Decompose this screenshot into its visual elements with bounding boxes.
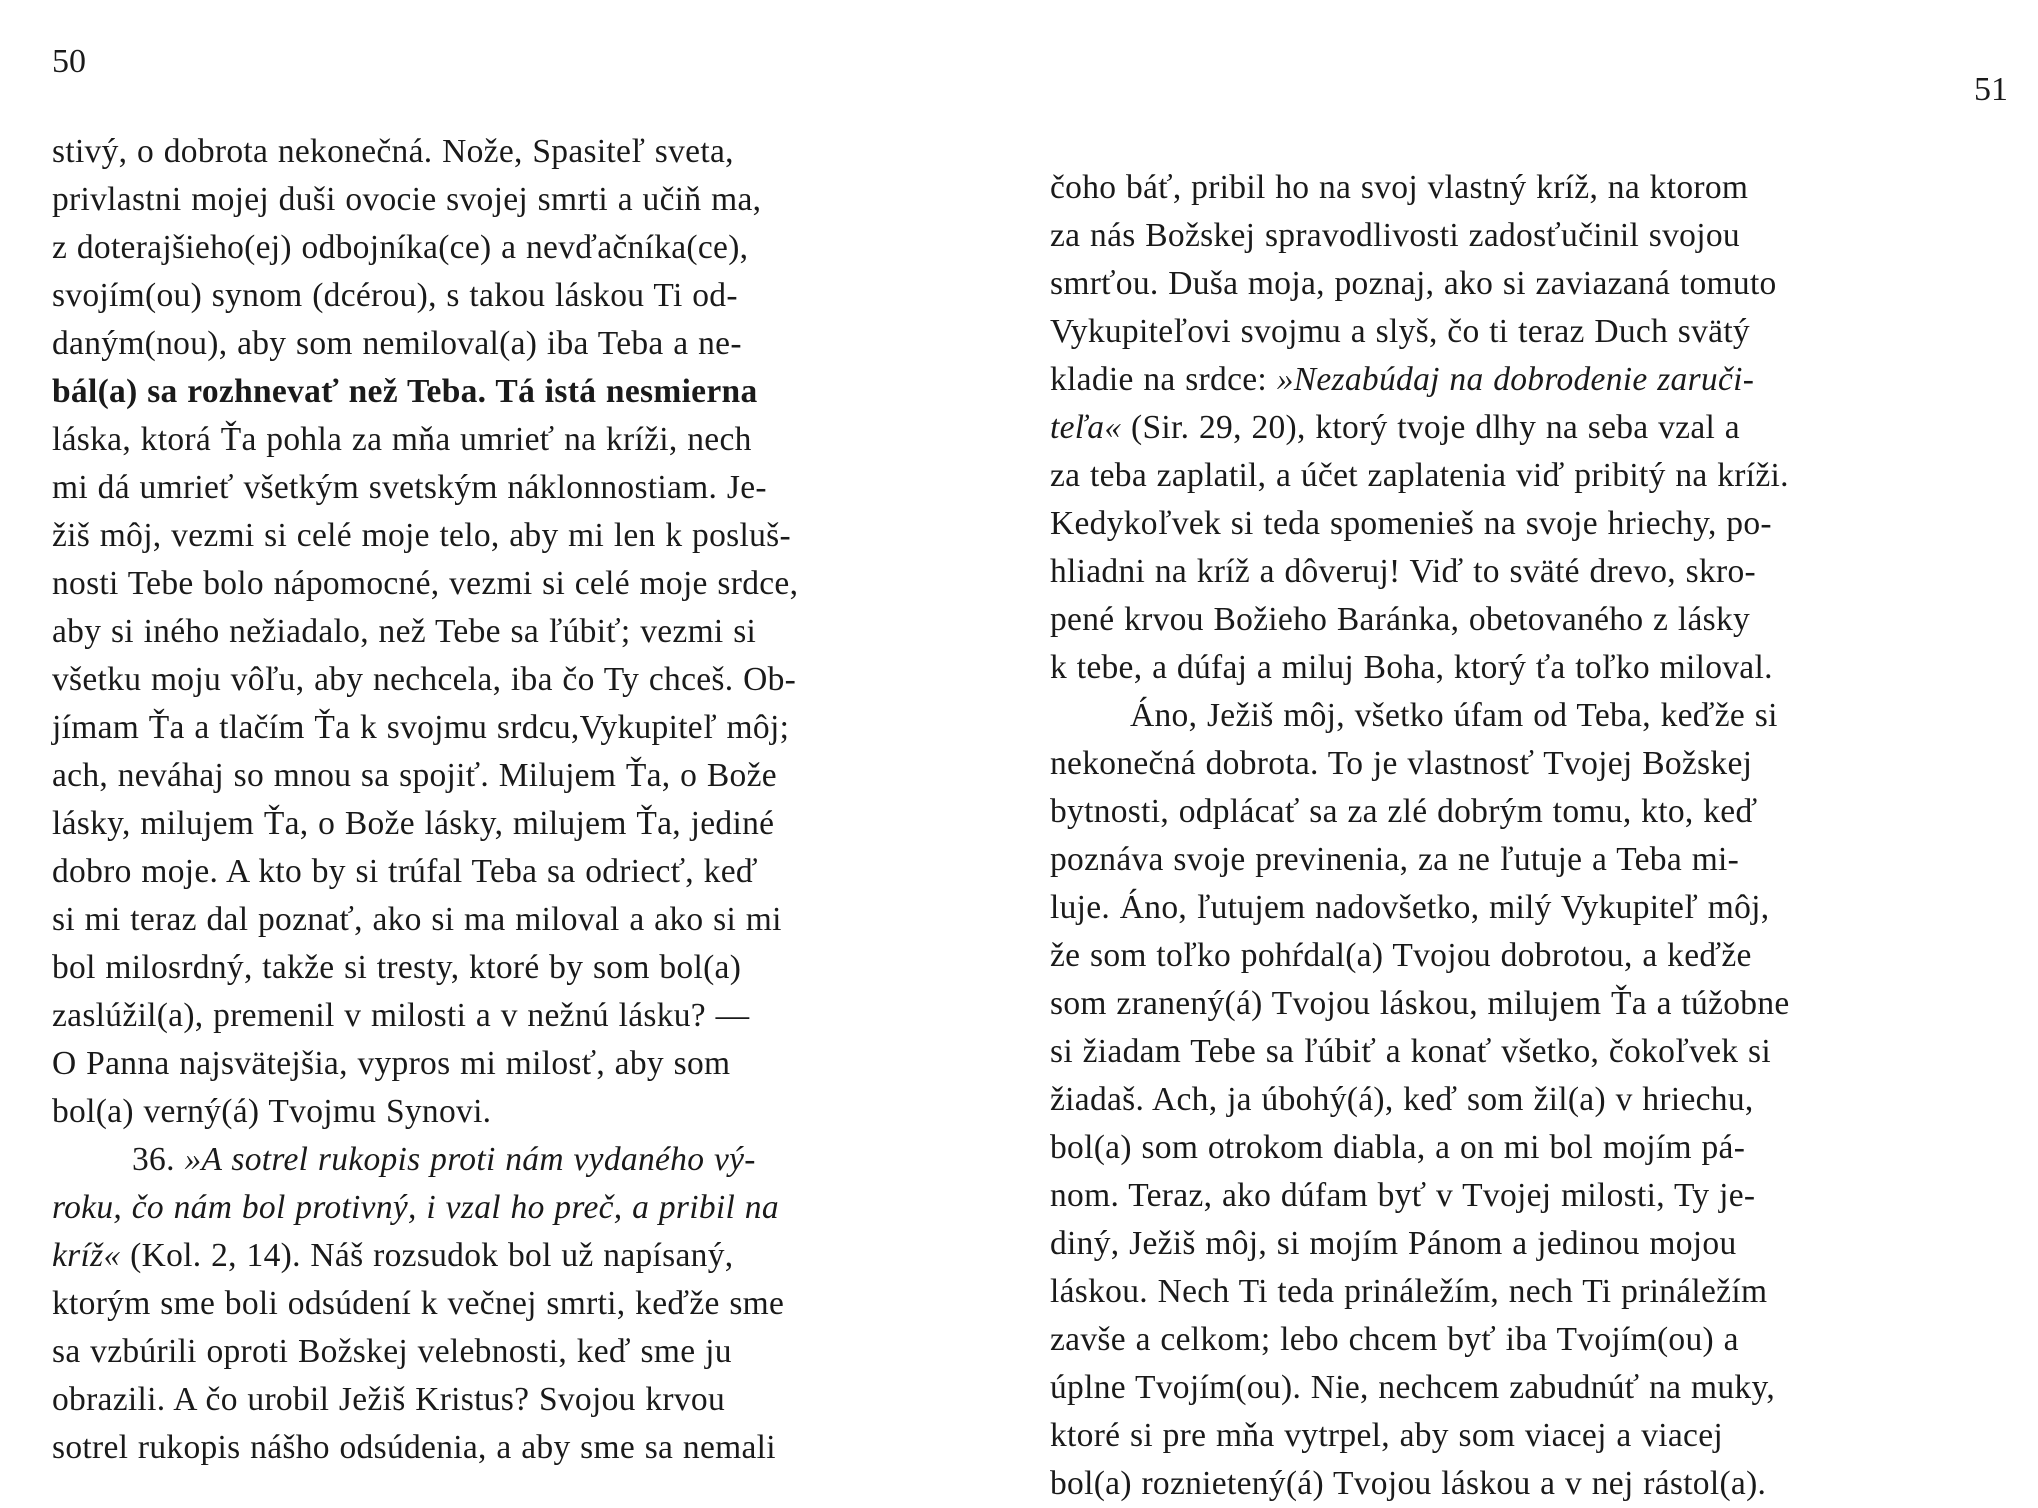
text-line: nom. Teraz, ako dúfam byť v Tvojej milosti, Ty je-: [1050, 1177, 1756, 1214]
text-line: nosti Tebe bolo nápomocné, vezmi si celé moje srdce,: [52, 565, 799, 602]
text-line: diný, Ježiš môj, si mojím Pánom a jedinou mojou: [1050, 1225, 1737, 1262]
text-line: všetku moju vôľu, aby nechcela, iba čo Ty chceš. Ob-: [52, 661, 797, 698]
text-line: láska, ktorá Ťa pohla za mňa umrieť na kríži, nech: [52, 421, 752, 458]
text-line: O Panna najsvätejšia, vypros mi milosť, aby som: [52, 1045, 731, 1082]
text-line: ach, neváhaj so mnou sa spojiť. Milujem Ťa, o Bože: [52, 757, 777, 794]
text-span: kladie na srdce:: [1050, 361, 1277, 398]
paragraph-number: 36.: [132, 1141, 175, 1178]
text-line: k tebe, a dúfaj a miluj Boha, ktorý ťa toľko miloval.: [1050, 649, 1773, 686]
text-line: [1050, 356, 2015, 404]
text-line: bol(a) roznietený(á) Tvojou láskou a v nej rástol(a).: [1050, 1465, 1767, 1502]
scripture-quote: kríž«: [52, 1237, 121, 1274]
scripture-quote: teľa«: [1050, 409, 1122, 446]
text-line: bol(a) som otrokom diabla, a on mi bol mojím pá-: [1050, 1129, 1746, 1166]
text-line: [52, 1232, 1002, 1280]
text-line: si žiadam Tebe sa ľúbiť a konať všetko, čokoľvek si: [1050, 1033, 1771, 1070]
text-line: ktorým sme boli odsúdení k večnej smrti, keďže sme: [52, 1285, 785, 1322]
left-page-text: [52, 128, 1002, 1472]
text-line: čoho báť, pribil ho na svoj vlastný kríž, na ktorom: [1050, 169, 1749, 206]
text-line: hliadni na kríž a dôveruj! Viď to sväté drevo, skro-: [1050, 553, 1757, 590]
text-line: žiš môj, vezmi si celé moje telo, aby mi len k posluš-: [52, 517, 791, 554]
scripture-reference: (Sir. 29, 20), ktorý tvoje dlhy na seba vzal a: [1121, 409, 1740, 446]
scripture-quote: »A sotrel rukopis proti nám vydaného vý-: [184, 1141, 756, 1178]
scripture-reference: (Kol. 2, 14). Náš rozsudok bol už napísaný,: [120, 1237, 734, 1274]
text-line: za teba zaplatil, a účet zaplatenia viď pribitý na kríži.: [1050, 457, 1789, 494]
text-line: Kedykoľvek si teda spomenieš na svoje hriechy, po-: [1050, 505, 1772, 542]
text-line: nekonečná dobrota. To je vlastnosť Tvojej Božskej: [1050, 745, 1753, 782]
text-line: dobro moje. A kto by si trúfal Teba sa odriecť, keď: [52, 853, 758, 890]
text-line: zavše a celkom; lebo chcem byť iba Tvojím(ou) a: [1050, 1321, 1739, 1358]
text-line: ktoré si pre mňa vytrpel, aby som viacej a viacej: [1050, 1417, 1723, 1454]
text-line: že som toľko pohŕdal(a) Tvojou dobrotou, a keďže: [1050, 937, 1752, 974]
text-line: úplne Tvojím(ou). Nie, nechcem zabudnúť na muky,: [1050, 1369, 1775, 1406]
text-line: obrazili. A čo urobil Ježiš Kristus? Svojou krvou: [52, 1381, 726, 1418]
text-line: bol(a) verný(á) Tvojmu Synovi.: [52, 1093, 492, 1130]
text-line: lásky, milujem Ťa, o Bože lásky, milujem Ťa, jediné: [52, 805, 775, 842]
text-line: luje. Áno, ľutujem nadovšetko, milý Vykupiteľ môj,: [1050, 889, 1770, 926]
text-line: si mi teraz dal poznať, ako si ma miloval a ako si mi: [52, 901, 782, 938]
text-line: privlastni mojej duši ovocie svojej smrti a učiň ma,: [52, 181, 762, 218]
text-line: jímam Ťa a tlačím Ťa k svojmu srdcu,Vykupiteľ môj;: [52, 709, 790, 746]
right-page-text: [1050, 164, 2015, 1508]
text-line: žiadaš. Ach, ja úbohý(á), keď som žil(a) v hriechu,: [1050, 1081, 1754, 1118]
text-line: zaslúžil(a), premenil v milosti a v nežnú lásku? —: [52, 997, 750, 1034]
text-line: stivý, o dobrota nekonečná. Nože, Spasiteľ sveta,: [52, 133, 734, 170]
text-line: sa vzbúrili oproti Božskej velebnosti, keď sme ju: [52, 1333, 732, 1370]
text-line: smrťou. Duša moja, poznaj, ako si zaviazaná tomuto: [1050, 265, 1777, 302]
text-line: z doterajšieho(ej) odbojníka(ce) a nevďačníka(ce),: [52, 229, 749, 266]
right-page: [1019, 0, 2038, 1500]
text-line: aby si iného nežiadalo, než Tebe sa ľúbiť; vezmi si: [52, 613, 757, 650]
text-line: za nás Božskej spravodlivosti zadosťučinil svojou: [1050, 217, 1740, 254]
text-line: sotrel rukopis nášho odsúdenia, a aby sme sa nemali: [52, 1429, 776, 1466]
text-line: bol milosrdný, takže si tresty, ktoré by som bol(a): [52, 949, 742, 986]
text-line: svojím(ou) synom (dcérou), s takou láskou Ti od-: [52, 277, 738, 314]
text-line: som zranený(á) Tvojou láskou, milujem Ťa a túžobne: [1050, 985, 1790, 1022]
left-page: [0, 0, 1019, 1500]
page-number-left: 50: [52, 43, 86, 80]
text-line: pené krvou Božieho Baránka, obetovaného z lásky: [1050, 601, 1751, 638]
text-line: mi dá umrieť všetkým svetským náklonnostiam. Je-: [52, 469, 767, 506]
scripture-quote: »Nezabúdaj na dobrodenie zaruči-: [1276, 361, 1755, 398]
page-number-right: 51: [1974, 71, 2008, 108]
text-line: poznáva svoje previnenia, za ne ľutuje a Teba mi-: [1050, 841, 1740, 878]
paragraph-36-first-line: [52, 1136, 1002, 1184]
scripture-quote-line: roku, čo nám bol protivný, i vzal ho preč, a pribil na: [52, 1189, 779, 1226]
text-line: Vykupiteľovi svojmu a slyš, čo ti teraz Duch svätý: [1050, 313, 1750, 350]
text-line-bold: bál(a) sa rozhnevať než Teba. Tá istá nesmierna: [52, 373, 758, 410]
text-line: [1050, 404, 2015, 452]
text-line: bytnosti, odplácať sa za zlé dobrým tomu, kto, keď: [1050, 793, 1758, 830]
paragraph-first-line: Áno, Ježiš môj, všetko úfam od Teba, keďže si: [1130, 697, 1778, 734]
text-line: daným(nou), aby som nemiloval(a) iba Teba a ne-: [52, 325, 742, 362]
text-line: láskou. Nech Ti teda prináležím, nech Ti prináležím: [1050, 1273, 1768, 1310]
